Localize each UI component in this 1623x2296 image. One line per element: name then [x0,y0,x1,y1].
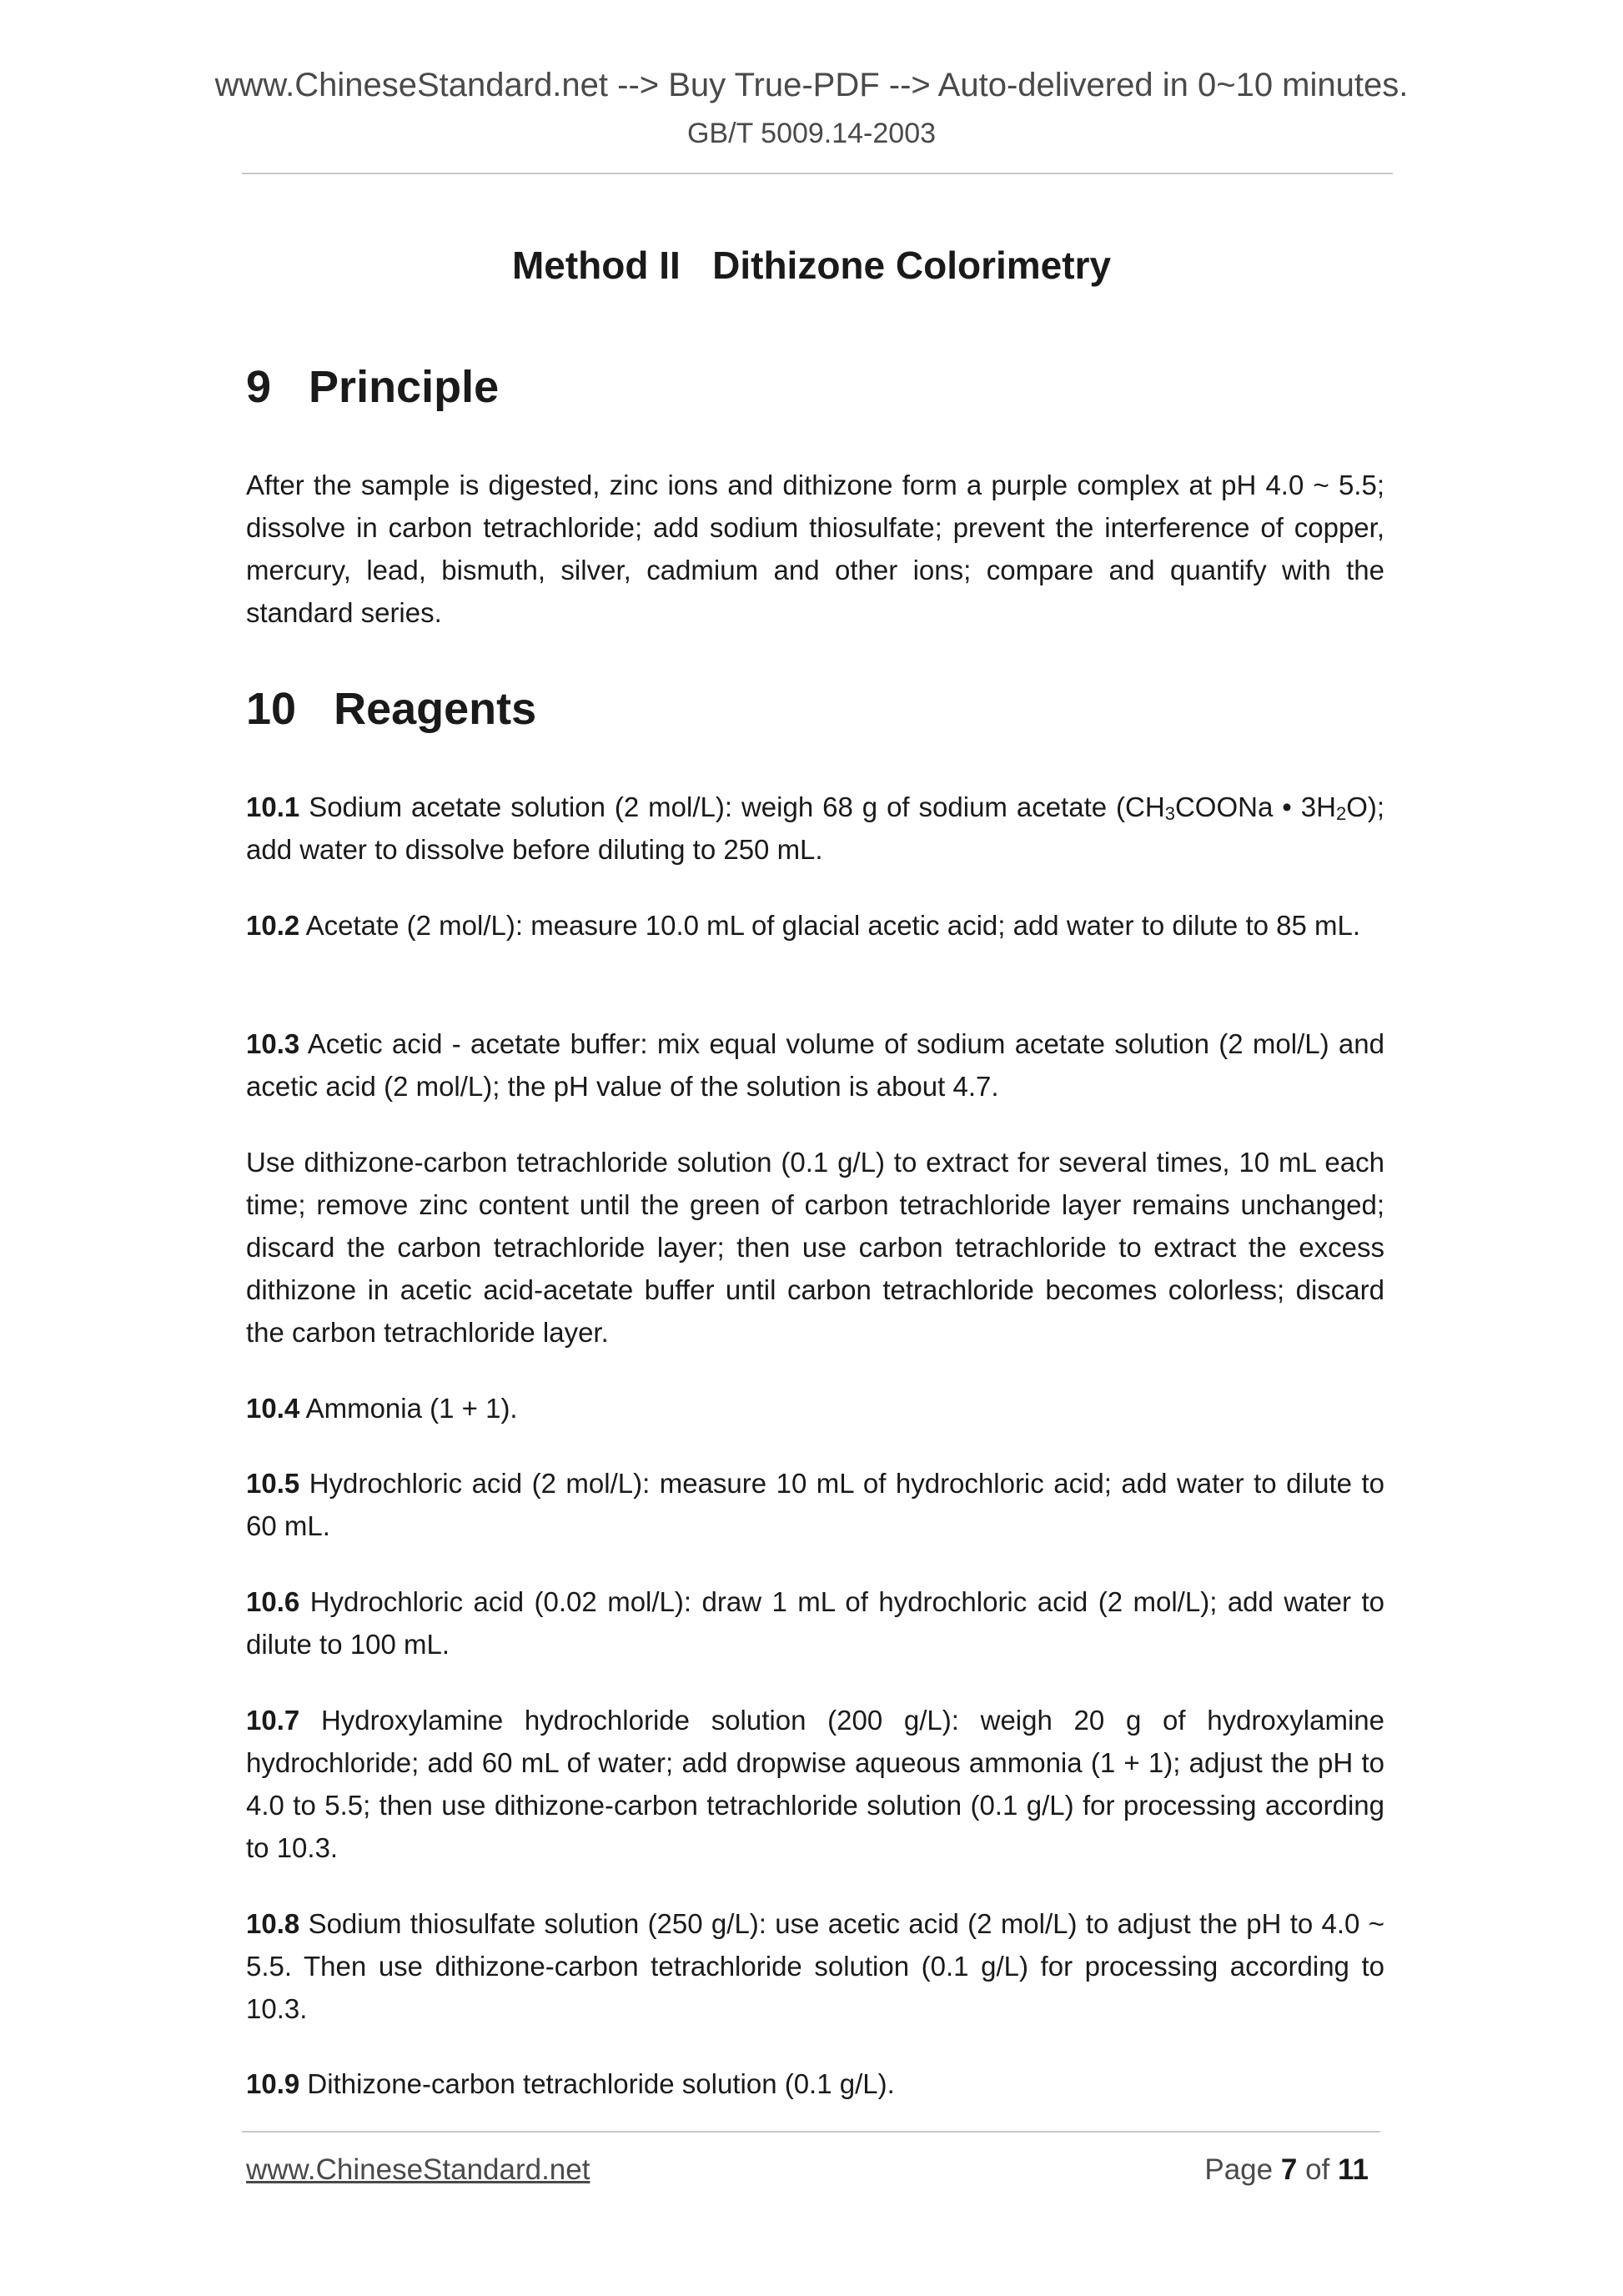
reagent-item-10-6 [246,1580,1384,1665]
header-banner[interactable]: www.ChineseStandard.net --> Buy True-PDF --> Auto-delivered in 0~10 minutes. [214,67,1409,103]
page-current: 7 [1280,2153,1298,2186]
item-number: 10.2 [246,910,300,941]
principle-paragraph: After the sample is digested, zinc ions and dithizone form a purple complex at pH 4.0 ~ 5.5; dissolve in carbon tetrachloride; add sodium thiosulfate; prevent the interference of copper, mercury, lead, bismuth, silver, cadmium and other ions; compare and quantify with the standard series. [246,470,1384,628]
footer-divider [242,2131,1380,2133]
standard-code: GB/T 5009.14-2003 [686,118,937,149]
item-number: 10.1 [246,791,300,822]
item-text: Sodium thiosulfate solution (250 g/L): use acetic acid (2 mol/L) to adjust the pH to 4.0 ~ 5.5. Then use dithizone-carbon tetrachloride solution (0.1 g/L) for processing according to 10.3. [246,1908,1384,2024]
reagent-item-10-5 [246,1462,1384,1547]
reagent-item-10-1 [246,786,1384,871]
item-text: O); add water to dissolve before diluting to 250 mL. [246,791,1385,865]
section-heading-reagents: 10 Reagents [246,684,537,734]
page-of-label: of [1305,2153,1330,2186]
item-text: Sodium acetate solution (2 mol/L): weigh 68 g of sodium acetate (CH [309,791,1165,822]
subscript: 2 [1335,803,1347,824]
section-heading-principle: 9 Principle [246,362,500,412]
item-text: Dithizone-carbon tetrachloride solution (0.1 g/L). [307,2068,895,2099]
page-label: Page [1204,2153,1274,2186]
header-divider [242,173,1393,174]
item-text: Hydrochloric acid (2 mol/L): measure 10 mL of hydrochloric acid; add water to dilute to 60 mL. [246,1468,1385,1541]
principle-body [246,464,1384,634]
item-number: 10.7 [246,1705,300,1736]
reagent-item-10-4 [246,1387,1384,1429]
reagent-item-10-3 [246,1022,1384,1108]
item-text: Acetate (2 mol/L): measure 10.0 mL of glacial acetic acid; add water to dilute to 85 mL. [305,910,1361,941]
page-total: 11 [1338,2153,1369,2186]
item-text: Hydroxylamine hydrochloride solution (200 g/L): weigh 20 g of hydroxylamine hydrochloride; add 60 mL of water; add dropwise aqueous ammonia (1 + 1); adjust the pH to 4.0 to 5.5; then use dithizone-carbon tetrachloride solution (0.1 g/L) for processing according to 10.3. [246,1705,1384,1863]
reagent-item-10-2 [246,904,1384,947]
item-number: 10.4 [246,1393,300,1424]
item-text: Ammonia (1 + 1). [305,1393,518,1424]
item-text: Use dithizone-carbon tetrachloride solution (0.1 g/L) to extract for several times, 10 mL each time; remove zinc content until the green of carbon tetrachloride layer remains unchanged; discard the carbon tetrachloride layer; then use carbon tetrachloride to extract the excess dithizone in acetic acid-acetate buffer until carbon tetrachloride becomes colorless; discard the carbon tetrachloride layer. [246,1147,1384,1348]
reagent-item-10-7 [246,1699,1384,1869]
reagent-item-10-3-continued [246,1141,1384,1354]
subscript: 3 [1164,803,1175,824]
item-number: 10.6 [246,1586,300,1617]
footer-website-link[interactable]: www.ChineseStandard.net [246,2153,590,2186]
item-number: 10.5 [246,1468,300,1499]
method-title: Method II Dithizone Colorimetry [511,244,1112,287]
reagent-item-10-9 [246,2062,1384,2105]
page-indicator [1204,2152,1369,2188]
item-text: COONa • 3H [1174,791,1336,822]
item-number: 10.8 [246,1908,300,1939]
item-number: 10.9 [246,2068,300,2099]
item-text: Hydrochloric acid (0.02 mol/L): draw 1 mL of hydrochloric acid (2 mol/L); add water to dilute to 100 mL. [246,1586,1384,1660]
item-number: 10.3 [246,1028,300,1059]
reagent-item-10-8 [246,1902,1384,2030]
item-text: Acetic acid - acetate buffer: mix equal volume of sodium acetate solution (2 mol/L) and acetic acid (2 mol/L); the pH value of the solution is about 4.7. [246,1028,1384,1102]
